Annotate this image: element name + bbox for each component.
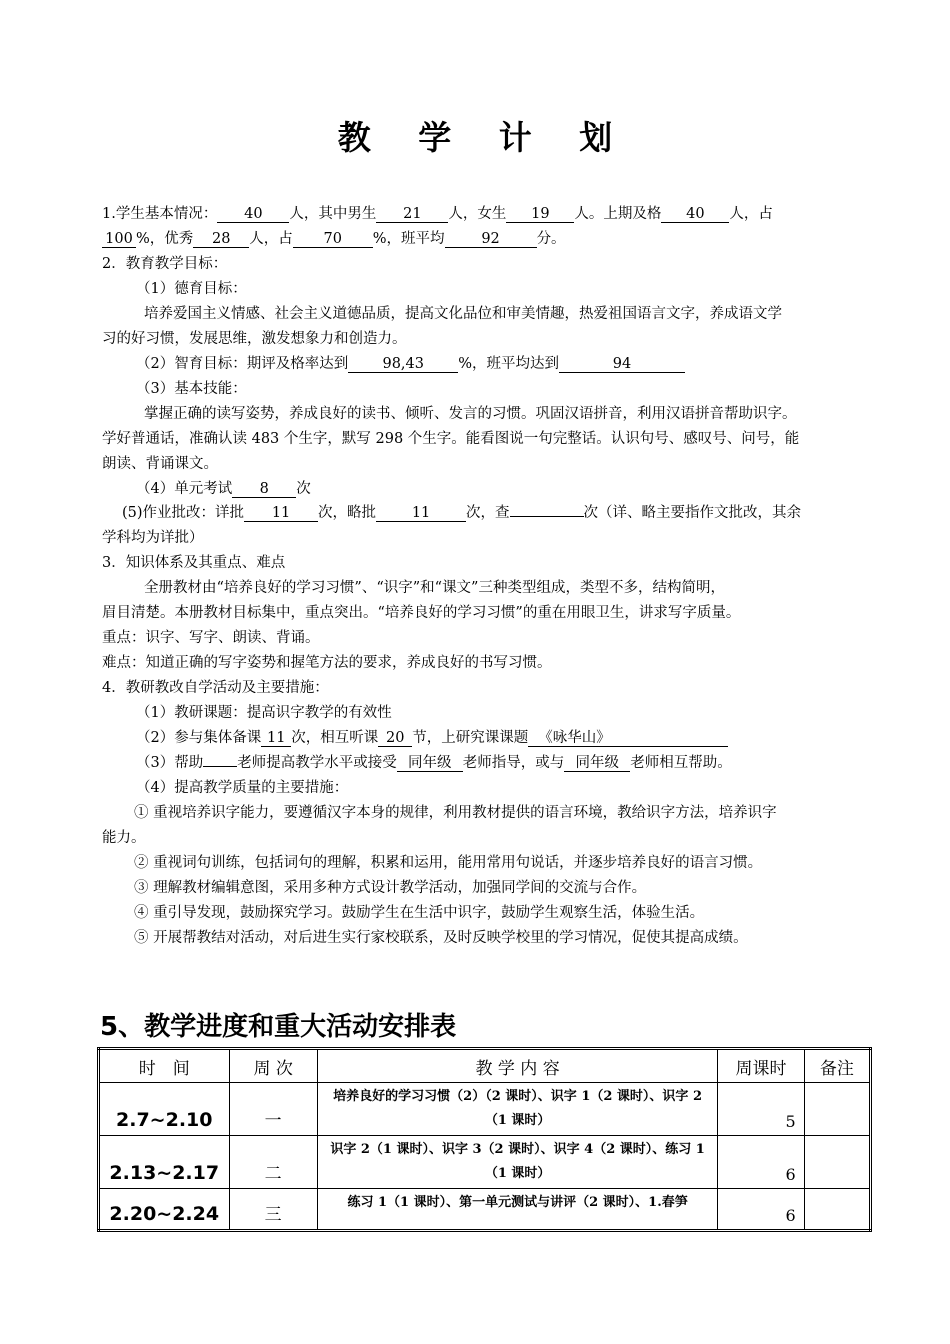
knowledge-text1: 全册教材由“培养良好的学习习惯”、“识字”和“课文”三种类型组成，类型不多，结构简明， [144, 580, 725, 596]
label: 人，女生 [448, 206, 507, 222]
brief-grading-count: 11 [376, 505, 466, 522]
measure-2: ② 重视词句训练，包括词句的理解，积累和运用，能用常用句说话，并逐步培养良好的语言习惯。 [134, 855, 763, 871]
row-date: 2.13~2.17 [99, 1136, 230, 1189]
label: 节，上研究课课题 [412, 730, 529, 746]
label: （4）单元考试 [136, 481, 233, 497]
homework-grading [122, 503, 882, 523]
header-time: 时 间 [99, 1049, 230, 1083]
boys-count: 21 [376, 206, 448, 223]
research-topic: （1）教研课题：提高识字教学的有效性 [136, 705, 392, 721]
skill-heading: （3）基本技能： [136, 381, 247, 397]
prep-count: 11 [261, 730, 291, 747]
peer-grade: 同年级 [564, 755, 630, 772]
row-date: 2.7~2.10 [99, 1083, 230, 1136]
intellectual-goal [136, 354, 896, 374]
label: 人，占 [249, 231, 293, 247]
class-average: 92 [445, 231, 537, 248]
label: （2）参与集体备课 [136, 730, 262, 746]
row-hours: 6 [718, 1136, 804, 1189]
pass-percent: 100 [102, 231, 136, 248]
measure-4: ④ 重引导发现，鼓励探究学习。鼓励学生在生活中识字，鼓励学生观察生活，体验生活。 [134, 905, 705, 921]
help-blank [203, 766, 237, 767]
measure-5: ⑤ 开展帮教结对活动，对后进生实行家校联系，及时反映学校里的学习情况，促使其提高成绩。 [134, 930, 748, 946]
listen-count: 20 [378, 730, 412, 747]
row-content: 识字 2（1 课时）、识字 3（2 课时）、识字 4（2 课时）、练习 1（1 课时） [317, 1136, 718, 1189]
row-date: 2.20~2.24 [99, 1189, 230, 1231]
key-points: 重点：识字、写字、朗读、背诵。 [102, 630, 320, 646]
label: %，优秀 [136, 231, 194, 247]
difficult-points: 难点：知道正确的写字姿势和握笔方法的要求，养成良好的书写习惯。 [102, 655, 552, 671]
label: 分。 [536, 231, 566, 247]
schedule-heading: 5、教学进度和重大活动安排表 [100, 1012, 457, 1042]
label: （2）智育目标：期评及格率达到 [136, 356, 349, 372]
label: (5)作业批改：详批 [122, 505, 245, 521]
header-hours: 周课时 [718, 1049, 804, 1083]
research-lesson-title: 《咏华山》 [528, 730, 728, 747]
label: 人，其中男生 [289, 206, 377, 222]
label: 次，查 [466, 505, 510, 521]
target-average: 94 [559, 356, 685, 373]
detailed-grading-count: 11 [244, 505, 318, 522]
row-content: 练习 1（1 课时）、第一单元测试与讲评（2 课时）、1.春笋 [317, 1189, 718, 1231]
label: 次，略批 [318, 505, 377, 521]
header-week: 周 次 [229, 1049, 317, 1083]
label: 人。上期及格 [574, 206, 662, 222]
row-note [804, 1136, 870, 1189]
moral-goal-heading: （1）德育目标： [136, 281, 247, 297]
pass-count: 40 [661, 206, 729, 223]
moral-goal-text2: 习的好习惯，发展思维，激发想象力和创造力。 [102, 331, 407, 347]
row-hours: 6 [718, 1189, 804, 1231]
schedule-table [97, 1047, 872, 1232]
measure-1b: 能力。 [102, 830, 146, 846]
section2-heading: 2．教育教学目标： [102, 256, 228, 272]
row-hours: 5 [718, 1083, 804, 1136]
label: 1.学生基本情况： [102, 206, 218, 222]
check-count [510, 516, 584, 517]
label: 次（详、略主要指作文批改，其余 [583, 505, 802, 521]
lesson-preparation [136, 728, 896, 748]
measure-3: ③ 理解教材编辑意图，采用多种方式设计教学活动，加强同学间的交流与合作。 [134, 880, 647, 896]
row-week: 二 [229, 1136, 317, 1189]
label: 人，占 [729, 206, 773, 222]
label: %，班平均达到 [458, 356, 560, 372]
row-content: 培养良好的学习习惯（2）（2 课时）、识字 1（2 课时）、识字 2（1 课时） [317, 1083, 718, 1136]
mutual-help [136, 753, 896, 773]
excellent-count: 28 [193, 231, 249, 248]
table-row [99, 1136, 871, 1189]
table-row [99, 1189, 871, 1231]
measures-heading: （4）提高教学质量的主要措施： [136, 780, 349, 796]
section4-heading: 4．教研教改自学活动及主要措施： [102, 680, 329, 696]
header-notes: 备注 [804, 1049, 870, 1083]
total-students: 40 [217, 206, 289, 223]
target-pass-rate: 98,43 [348, 356, 458, 373]
header-content: 教 学 内 容 [317, 1049, 718, 1083]
label: 老师提高教学水平或接受 [237, 755, 397, 771]
moral-goal-text1: 培养爱国主义情感、社会主义道德品质，提高文化品位和审美情趣，热爱祖国语言文字，养成语文学 [144, 306, 782, 322]
label: （3）帮助 [136, 755, 204, 771]
label: 老师指导，或与 [462, 755, 565, 771]
label: 老师相互帮助。 [630, 755, 732, 771]
girls-count: 19 [506, 206, 574, 223]
skill-text3: 朗读、背诵课文。 [102, 456, 218, 472]
section3-heading: 3．知识体系及其重点、难点 [102, 555, 286, 571]
row-note [804, 1083, 870, 1136]
measure-1a: ① 重视培养识字能力，要遵循汉字本身的规律，利用教材提供的语言环境，教给识字方法，培养识字 [134, 805, 777, 821]
student-info-line1 [102, 204, 862, 224]
student-info-line2 [102, 229, 862, 249]
label: 次 [296, 481, 311, 497]
exam-count: 8 [232, 481, 296, 498]
homework-grading-note: 学科均为详批） [102, 530, 204, 546]
excellent-percent: 70 [293, 231, 373, 248]
label: %，班平均 [372, 231, 445, 247]
skill-text2: 学好普通话，准确认读 483 个生字，默写 298 个生字。能看图说一句完整话。认识句号、感叹号、问号，能 [102, 431, 800, 447]
knowledge-text2: 眉目清楚。本册教材目标集中，重点突出。“培养良好的学习习惯”的重在用眼卫生，讲求写字质量。 [102, 605, 741, 621]
page-title: 教 学 计 划 [337, 118, 631, 157]
guidance-grade: 同年级 [397, 755, 463, 772]
table-header-row [99, 1049, 871, 1083]
skill-text1: 掌握正确的读写姿势，养成良好的读书、倾听、发言的习惯。巩固汉语拼音，利用汉语拼音帮助识字。 [144, 406, 797, 422]
unit-exam [136, 479, 896, 499]
label: 次，相互听课 [291, 730, 379, 746]
table-row [99, 1083, 871, 1136]
row-week: 一 [229, 1083, 317, 1136]
row-note [804, 1189, 870, 1231]
row-week: 三 [229, 1189, 317, 1231]
